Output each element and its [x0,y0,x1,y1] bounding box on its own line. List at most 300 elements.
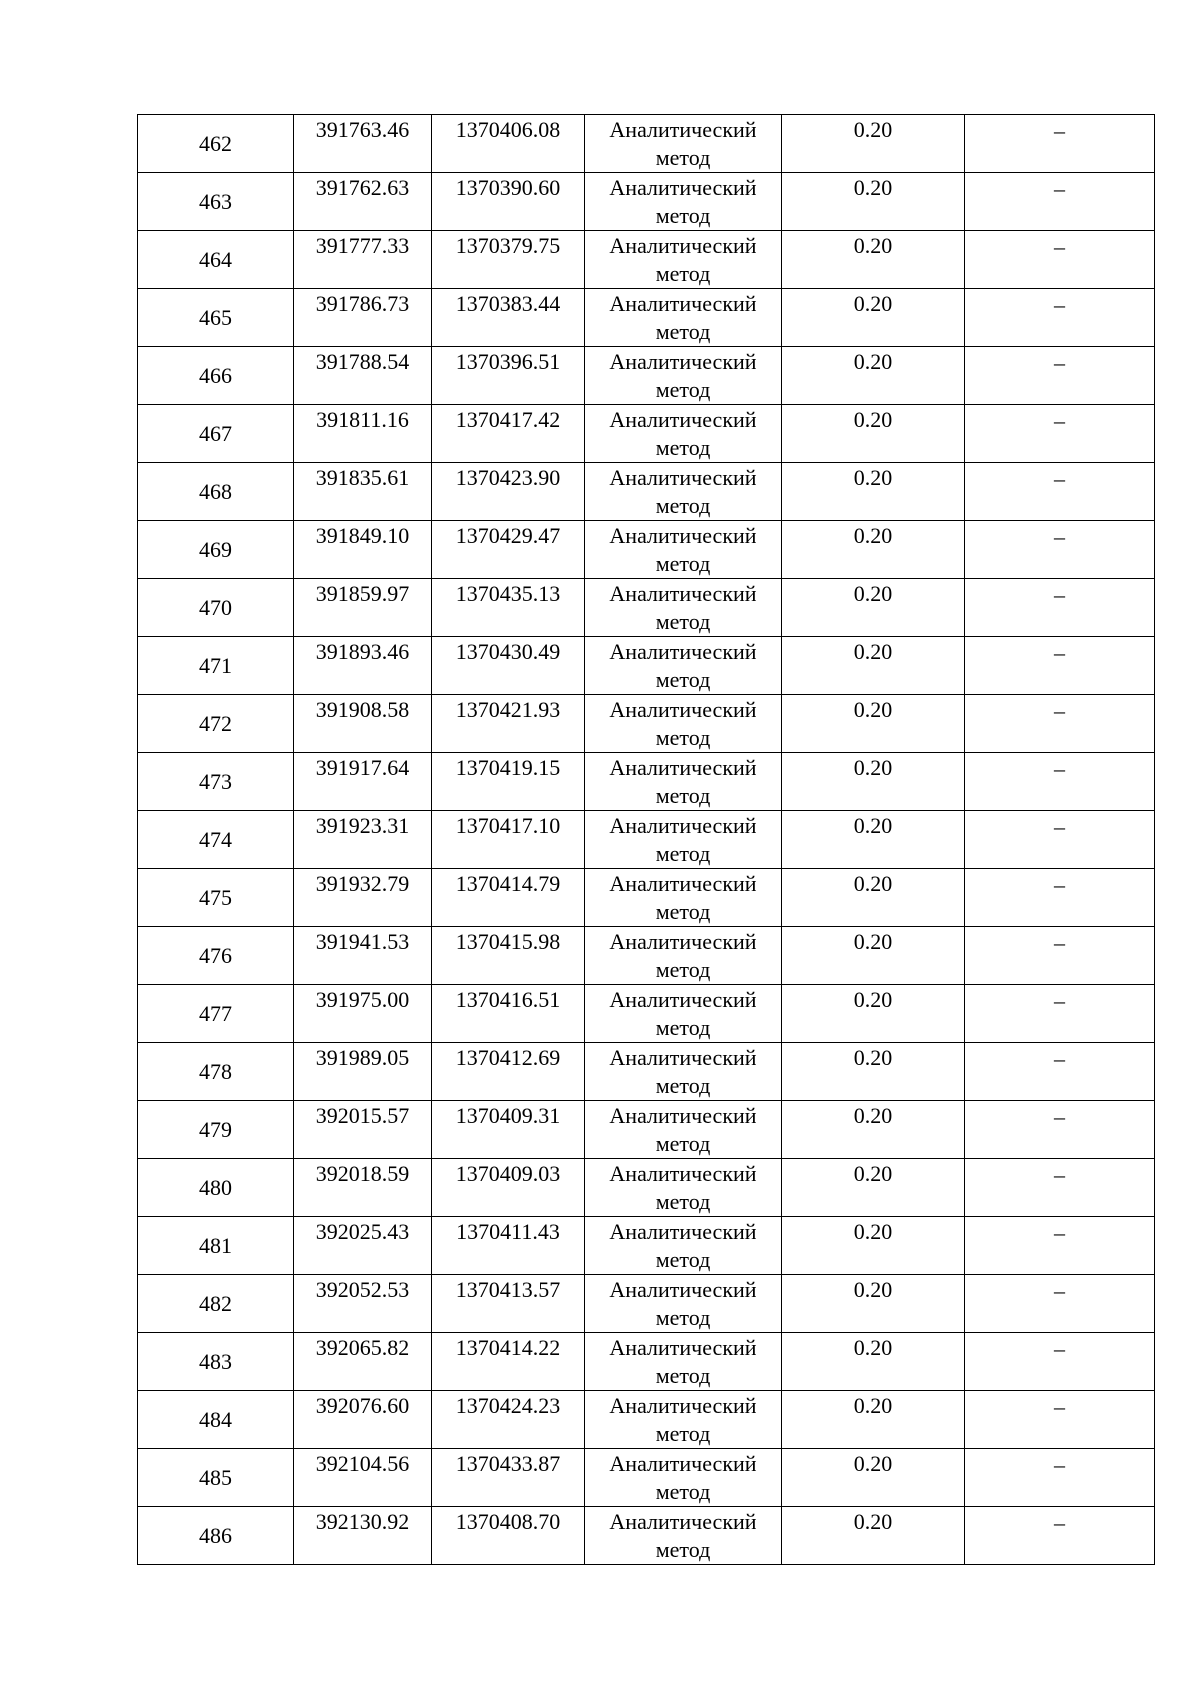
method-line-2: метод [655,1305,711,1330]
accuracy-cell [782,637,965,695]
point-number: 470 [199,594,232,620]
x-coordinate-cell [294,1391,432,1449]
point-number: 464 [199,246,232,272]
note-dash: – [1054,524,1065,549]
note-cell [965,1333,1155,1391]
method-cell [585,579,782,637]
note-dash: – [1054,640,1065,665]
accuracy-cell [782,173,965,231]
x-coordinate-cell [294,811,432,869]
method-cell [585,347,782,405]
method-cell [585,927,782,985]
x-coordinate: 391849.10 [315,523,410,548]
x-coordinate: 391932.79 [315,871,410,896]
point-number: 480 [199,1174,232,1200]
y-coordinate: 1370433.87 [455,1451,561,1476]
note-cell [965,1043,1155,1101]
x-coordinate-cell [294,1449,432,1507]
method-line-2: метод [655,261,711,286]
point-number-cell [138,231,294,289]
point-number-cell [138,1159,294,1217]
note-dash: – [1054,1162,1065,1187]
accuracy-value: 0.20 [853,929,893,954]
method-line-1: Аналитический [609,697,757,722]
table-row [138,985,1155,1043]
accuracy-value: 0.20 [853,697,893,722]
point-number: 484 [199,1406,232,1432]
y-coordinate: 1370379.75 [455,233,561,258]
point-number-cell [138,463,294,521]
point-number: 469 [199,536,232,562]
method-cell [585,463,782,521]
method-cell [585,1159,782,1217]
note-dash: – [1054,1104,1065,1129]
accuracy-cell [782,1507,965,1565]
y-coordinate: 1370417.10 [455,813,561,838]
note-dash: – [1054,872,1065,897]
x-coordinate-cell [294,115,432,173]
y-coordinate-cell [432,173,585,231]
table-row [138,173,1155,231]
x-coordinate-cell [294,1217,432,1275]
note-dash: – [1054,408,1065,433]
method-line-1: Аналитический [609,117,757,142]
note-dash: – [1054,756,1065,781]
x-coordinate-cell [294,521,432,579]
x-coordinate-cell [294,869,432,927]
x-coordinate: 391941.53 [315,929,410,954]
method-line-1: Аналитический [609,407,757,432]
y-coordinate: 1370416.51 [455,987,561,1012]
accuracy-value: 0.20 [853,407,893,432]
x-coordinate: 391917.64 [315,755,410,780]
x-coordinate: 391923.31 [315,813,410,838]
method-line-2: метод [655,957,711,982]
y-coordinate-cell [432,695,585,753]
accuracy-cell [782,521,965,579]
point-number: 475 [199,884,232,910]
point-number: 465 [199,304,232,330]
accuracy-cell [782,1275,965,1333]
method-cell [585,753,782,811]
point-number-cell [138,347,294,405]
method-line-2: метод [655,551,711,576]
point-number: 479 [199,1116,232,1142]
table-row [138,1333,1155,1391]
accuracy-value: 0.20 [853,871,893,896]
x-coordinate: 391788.54 [315,349,410,374]
method-cell [585,405,782,463]
table-row [138,869,1155,927]
note-cell [965,231,1155,289]
note-cell [965,1101,1155,1159]
method-line-2: метод [655,145,711,170]
point-number-cell [138,405,294,463]
method-cell [585,811,782,869]
y-coordinate-cell [432,927,585,985]
note-cell [965,579,1155,637]
accuracy-cell [782,463,965,521]
note-dash: – [1054,582,1065,607]
point-number: 478 [199,1058,232,1084]
accuracy-value: 0.20 [853,987,893,1012]
x-coordinate: 391989.05 [315,1045,410,1070]
table-row [138,405,1155,463]
accuracy-cell [782,869,965,927]
y-coordinate-cell [432,289,585,347]
note-cell [965,1449,1155,1507]
y-coordinate: 1370383.44 [455,291,561,316]
y-coordinate: 1370430.49 [455,639,561,664]
method-cell [585,1217,782,1275]
method-cell [585,1333,782,1391]
x-coordinate-cell [294,405,432,463]
point-number-cell [138,1449,294,1507]
accuracy-value: 0.20 [853,1161,893,1186]
x-coordinate-cell [294,927,432,985]
point-number-cell [138,1043,294,1101]
y-coordinate-cell [432,1159,585,1217]
y-coordinate: 1370414.79 [455,871,561,896]
y-coordinate-cell [432,1217,585,1275]
note-cell [965,521,1155,579]
note-cell [965,173,1155,231]
point-number: 468 [199,478,232,504]
y-coordinate-cell [432,521,585,579]
method-line-1: Аналитический [609,1161,757,1186]
method-cell [585,521,782,579]
note-dash: – [1054,1394,1065,1419]
table-row [138,637,1155,695]
note-cell [965,1217,1155,1275]
table-row [138,927,1155,985]
x-coordinate: 392065.82 [315,1335,410,1360]
accuracy-value: 0.20 [853,755,893,780]
method-line-2: метод [655,783,711,808]
y-coordinate: 1370429.47 [455,523,561,548]
note-cell [965,1159,1155,1217]
table-row [138,231,1155,289]
y-coordinate: 1370417.42 [455,407,561,432]
method-line-2: метод [655,1363,711,1388]
note-dash: – [1054,814,1065,839]
note-cell [965,811,1155,869]
y-coordinate-cell [432,985,585,1043]
point-number-cell [138,1101,294,1159]
accuracy-cell [782,347,965,405]
x-coordinate-cell [294,1159,432,1217]
method-line-2: метод [655,1421,711,1446]
point-number-cell [138,1217,294,1275]
method-line-1: Аналитический [609,1219,757,1244]
method-line-1: Аналитический [609,813,757,838]
x-coordinate-cell [294,579,432,637]
x-coordinate-cell [294,695,432,753]
point-number: 462 [199,130,232,156]
accuracy-value: 0.20 [853,1335,893,1360]
x-coordinate: 391811.16 [316,407,409,432]
y-coordinate: 1370415.98 [455,929,561,954]
method-line-2: метод [655,1189,711,1214]
table-row [138,695,1155,753]
point-number: 466 [199,362,232,388]
table-row [138,1507,1155,1565]
point-number: 485 [199,1464,232,1490]
table-row [138,1275,1155,1333]
table-row [138,115,1155,173]
x-coordinate-cell [294,1275,432,1333]
accuracy-cell [782,695,965,753]
accuracy-cell [782,579,965,637]
coordinates-table [137,114,1155,1565]
point-number: 477 [199,1000,232,1026]
x-coordinate: 392018.59 [315,1161,410,1186]
note-dash: – [1054,234,1065,259]
method-line-1: Аналитический [609,639,757,664]
accuracy-value: 0.20 [853,291,893,316]
y-coordinate-cell [432,347,585,405]
accuracy-value: 0.20 [853,465,893,490]
note-dash: – [1054,176,1065,201]
method-line-1: Аналитический [609,349,757,374]
note-dash: – [1054,350,1065,375]
note-dash: – [1054,466,1065,491]
note-dash: – [1054,698,1065,723]
x-coordinate-cell [294,231,432,289]
y-coordinate: 1370411.43 [456,1219,560,1244]
note-cell [965,869,1155,927]
method-line-2: метод [655,1537,711,1562]
point-number-cell [138,869,294,927]
table-row [138,1043,1155,1101]
point-number-cell [138,1333,294,1391]
x-coordinate-cell [294,173,432,231]
y-coordinate: 1370424.23 [455,1393,561,1418]
method-line-2: метод [655,609,711,634]
x-coordinate: 392076.60 [315,1393,410,1418]
point-number-cell [138,1507,294,1565]
y-coordinate-cell [432,579,585,637]
accuracy-value: 0.20 [853,175,893,200]
table-row [138,1449,1155,1507]
point-number-cell [138,579,294,637]
method-line-2: метод [655,1015,711,1040]
method-line-2: метод [655,1131,711,1156]
y-coordinate-cell [432,231,585,289]
x-coordinate-cell [294,985,432,1043]
y-coordinate: 1370390.60 [455,175,561,200]
accuracy-cell [782,1101,965,1159]
y-coordinate-cell [432,115,585,173]
accuracy-value: 0.20 [853,1277,893,1302]
method-cell [585,695,782,753]
method-line-1: Аналитический [609,929,757,954]
method-cell [585,1101,782,1159]
note-cell [965,289,1155,347]
point-number: 473 [199,768,232,794]
point-number-cell [138,985,294,1043]
x-coordinate: 392052.53 [315,1277,410,1302]
accuracy-cell [782,1449,965,1507]
x-coordinate: 392130.92 [315,1509,410,1534]
accuracy-cell [782,753,965,811]
y-coordinate-cell [432,405,585,463]
accuracy-cell [782,985,965,1043]
method-cell [585,289,782,347]
accuracy-value: 0.20 [853,117,893,142]
note-dash: – [1054,118,1065,143]
y-coordinate: 1370396.51 [455,349,561,374]
y-coordinate-cell [432,463,585,521]
note-cell [965,1275,1155,1333]
table-row [138,521,1155,579]
accuracy-cell [782,811,965,869]
note-dash: – [1054,1510,1065,1535]
y-coordinate: 1370423.90 [455,465,561,490]
method-cell [585,869,782,927]
accuracy-cell [782,1391,965,1449]
method-line-2: метод [655,203,711,228]
x-coordinate: 391763.46 [315,117,410,142]
point-number: 482 [199,1290,232,1316]
note-cell [965,347,1155,405]
note-cell [965,695,1155,753]
accuracy-cell [782,1043,965,1101]
x-coordinate: 391835.61 [315,465,410,490]
accuracy-cell [782,289,965,347]
accuracy-cell [782,1217,965,1275]
note-cell [965,463,1155,521]
accuracy-value: 0.20 [853,349,893,374]
method-line-1: Аналитический [609,1277,757,1302]
point-number: 486 [199,1522,232,1548]
point-number-cell [138,927,294,985]
table-row [138,1391,1155,1449]
method-cell [585,1043,782,1101]
accuracy-cell [782,405,965,463]
table-row [138,753,1155,811]
note-dash: – [1054,988,1065,1013]
table-row [138,811,1155,869]
note-dash: – [1054,1220,1065,1245]
point-number-cell [138,753,294,811]
note-dash: – [1054,1452,1065,1477]
method-line-1: Аналитический [609,233,757,258]
y-coordinate-cell [432,637,585,695]
x-coordinate: 391908.58 [315,697,410,722]
point-number-cell [138,695,294,753]
point-number: 467 [199,420,232,446]
y-coordinate-cell [432,1275,585,1333]
method-line-2: метод [655,435,711,460]
method-line-2: метод [655,899,711,924]
y-coordinate: 1370412.69 [455,1045,561,1070]
point-number-cell [138,289,294,347]
y-coordinate: 1370414.22 [455,1335,561,1360]
accuracy-value: 0.20 [853,639,893,664]
method-line-1: Аналитический [609,1103,757,1128]
note-dash: – [1054,292,1065,317]
method-line-1: Аналитический [609,1393,757,1418]
x-coordinate: 391893.46 [315,639,410,664]
point-number-cell [138,173,294,231]
note-cell [965,115,1155,173]
accuracy-cell [782,231,965,289]
x-coordinate: 392104.56 [315,1451,410,1476]
method-line-1: Аналитический [609,465,757,490]
table-row [138,1159,1155,1217]
y-coordinate-cell [432,1507,585,1565]
accuracy-value: 0.20 [853,1045,893,1070]
y-coordinate: 1370409.31 [455,1103,561,1128]
method-line-1: Аналитический [609,291,757,316]
y-coordinate: 1370419.15 [455,755,561,780]
method-line-2: метод [655,1247,711,1272]
x-coordinate: 391762.63 [315,175,410,200]
accuracy-value: 0.20 [853,1393,893,1418]
note-dash: – [1054,930,1065,955]
point-number: 471 [199,652,232,678]
accuracy-value: 0.20 [853,523,893,548]
method-line-1: Аналитический [609,755,757,780]
x-coordinate-cell [294,347,432,405]
point-number-cell [138,1391,294,1449]
accuracy-cell [782,115,965,173]
method-line-1: Аналитический [609,871,757,896]
method-line-2: метод [655,319,711,344]
note-cell [965,637,1155,695]
y-coordinate-cell [432,869,585,927]
x-coordinate: 391975.00 [315,987,410,1012]
method-line-2: метод [655,493,711,518]
point-number: 463 [199,188,232,214]
method-cell [585,115,782,173]
x-coordinate: 391786.73 [315,291,410,316]
y-coordinate-cell [432,811,585,869]
method-line-1: Аналитический [609,523,757,548]
point-number-cell [138,521,294,579]
method-cell [585,985,782,1043]
note-cell [965,927,1155,985]
x-coordinate-cell [294,637,432,695]
y-coordinate: 1370408.70 [455,1509,561,1534]
y-coordinate-cell [432,1333,585,1391]
accuracy-value: 0.20 [853,233,893,258]
x-coordinate-cell [294,1507,432,1565]
table-row [138,579,1155,637]
point-number-cell [138,1275,294,1333]
note-dash: – [1054,1278,1065,1303]
note-cell [965,1507,1155,1565]
table-row [138,1101,1155,1159]
accuracy-value: 0.20 [853,1103,893,1128]
point-number-cell [138,637,294,695]
x-coordinate: 392025.43 [315,1219,410,1244]
method-cell [585,1507,782,1565]
accuracy-value: 0.20 [853,1219,893,1244]
y-coordinate: 1370421.93 [455,697,561,722]
method-line-2: метод [655,377,711,402]
method-line-2: метод [655,841,711,866]
x-coordinate-cell [294,1333,432,1391]
accuracy-value: 0.20 [853,813,893,838]
note-cell [965,1391,1155,1449]
method-line-2: метод [655,725,711,750]
table-row [138,289,1155,347]
method-line-2: метод [655,1073,711,1098]
y-coordinate-cell [432,1391,585,1449]
table-row [138,463,1155,521]
